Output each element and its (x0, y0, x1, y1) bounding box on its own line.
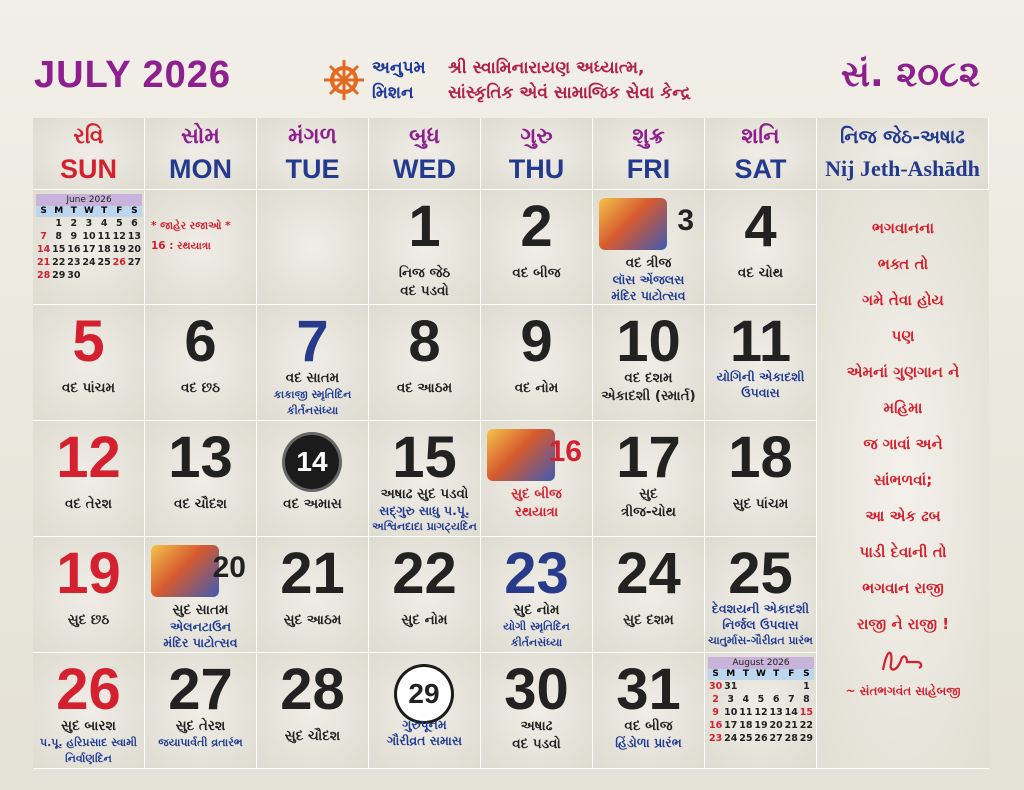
day-5[interactable]: 5 વદ પાંચમ (33, 305, 145, 421)
day-23[interactable]: 23 સુદ નોમ યોગી સ્મૃતિદિન કીર્તનસંધ્યા (481, 537, 593, 653)
day-19[interactable]: 19 સુદ છઠ (33, 537, 145, 653)
full-moon-icon: 29 (397, 667, 451, 721)
day-3[interactable]: 3 વદ ત્રીજ લૉસ એંજલસ મંદિર પાટોત્સવ (593, 190, 705, 305)
day-16[interactable]: 16 સુદ બીજ રથયાત્રા (481, 421, 593, 537)
day-25[interactable]: 25 દેવશયની એકાદશી નિર્જલ ઉપવાસ ચાતુર્માસ-ગૌરીવ્રત પ્રારંભ (705, 537, 817, 653)
mini-calendar-june: June 2026 S M T W T F S 1 2 3 4 5 6 7 8 9 10 11 12 13 14 15 16 17 18 19 20 21 22 23 24 25 26 27 28 29 30 (33, 190, 145, 305)
day-9[interactable]: 9 વદ નોમ (481, 305, 593, 421)
day-10[interactable]: 10 વદ દશમ એકાદશી (સ્માર્ત) (593, 305, 705, 421)
quote-panel (817, 190, 989, 769)
month-title: JULY 2026 (34, 54, 232, 96)
day-11[interactable]: 11 યોગિની એકાદશી ઉપવાસ (705, 305, 817, 421)
day-17[interactable]: 17 સુદ ત્રીજ-ચોથ (593, 421, 705, 537)
org-name: અનુપમ મિશન (372, 58, 426, 103)
org-tagline: શ્રી સ્વામિનારાયણ અધ્યાત્મ, સાંસ્કૃતિક એવં સામાજિક સેવા કેન્દ્ર (448, 58, 691, 103)
weekday-header-mon: સોમ MON (145, 118, 257, 190)
day-1[interactable]: 1 નિજ જેઠ વદ પડવો (369, 190, 481, 305)
day-4[interactable]: 4 વદ ચોથ (705, 190, 817, 305)
holidays-note-cell (145, 190, 257, 305)
deity-image (151, 545, 219, 597)
calendar-header (0, 0, 1024, 118)
day-29[interactable]: 29 ગુરુપૂનમ ગૌરીવ્રત સમાસ (369, 653, 481, 769)
weekday-header-fri: શુક્ર FRI (593, 118, 705, 190)
new-moon-icon: 14 (285, 435, 339, 489)
day-12[interactable]: 12 વદ તેરશ (33, 421, 145, 537)
signature-icon (877, 642, 927, 678)
quote-text: ભગવાનના ભક્ત તો ગમે તેવા હોય પણ એમનાં ગુણગાન ને મહિમા જ ગાવાં અને સાંભળવાં; આ એક ઢબ પાડી દેવાની તો ભગવાન રાજી રાજી ને રાજી ! (846, 219, 960, 633)
day-14[interactable]: 14 વદ અમાસ (257, 421, 369, 537)
day-30[interactable]: 30 અષાઢ વદ પડવો (481, 653, 593, 769)
samvat-year: સં. ૨૦૮૨ (840, 54, 980, 95)
day-26[interactable]: 26 સુદ બારશ પ.પૂ. હરિપ્રસાદ સ્વામી નિર્વાણદિન (33, 653, 145, 769)
weekday-header-wed: બુધ WED (369, 118, 481, 190)
holidays-note: * જાહેર રજાઓ * 16 : રથયાત્રા (151, 220, 231, 252)
day-13[interactable]: 13 વદ ચૌદશ (145, 421, 257, 537)
day-27[interactable]: 27 સુદ તેરશ જયાપાર્વતી વ્રતારંભ (145, 653, 257, 769)
month-tithi-header: નિજ જેઠ-અષાઢ Nij Jeth-Ashādh (817, 118, 989, 190)
deity-image (599, 198, 667, 250)
weekday-header-thu: ગુરુ THU (481, 118, 593, 190)
rathyatra-image (487, 429, 555, 481)
day-15[interactable]: 15 અષાઢ સુદ પડવો સદ્‌ગુરુ સાધુ પ.પૂ. અશ્વિનદાદા પ્રાગટ્યદિન (369, 421, 481, 537)
day-2[interactable]: 2 વદ બીજ (481, 190, 593, 305)
day-21[interactable]: 21 સુદ આઠમ (257, 537, 369, 653)
day-22[interactable]: 22 સુદ નોમ (369, 537, 481, 653)
quote-author: ~ સંતભગવંત સાહેબજી (845, 684, 961, 698)
calendar-grid (33, 118, 989, 769)
mini-calendar-august: August 2026 S M T W T F S 30 31 1 2 3 4 5 6 7 8 9 10 11 12 13 14 15 16 17 18 19 20 21 22 23 24 25 26 27 28 29 (705, 653, 817, 769)
day-20[interactable]: 20 સુદ સાતમ એલનટાઉન મંદિર પાટોત્સવ (145, 537, 257, 653)
weekday-header-sun: રવિ SUN (33, 118, 145, 190)
dharma-wheel-icon (322, 58, 366, 102)
day-24[interactable]: 24 સુદ દશમ (593, 537, 705, 653)
day-7[interactable]: 7 વદ સાતમ કાકાજી સ્મૃતિદિન કીર્તનસંધ્યા (257, 305, 369, 421)
day-18[interactable]: 18 સુદ પાંચમ (705, 421, 817, 537)
day-6[interactable]: 6 વદ છઠ (145, 305, 257, 421)
day-8[interactable]: 8 વદ આઠમ (369, 305, 481, 421)
empty-cell (257, 190, 369, 305)
day-28[interactable]: 28 સુદ ચૌદશ (257, 653, 369, 769)
weekday-header-tue: મંગળ TUE (257, 118, 369, 190)
day-31[interactable]: 31 વદ બીજ હિંડોળા પ્રારંભ (593, 653, 705, 769)
weekday-header-sat: શનિ SAT (705, 118, 817, 190)
